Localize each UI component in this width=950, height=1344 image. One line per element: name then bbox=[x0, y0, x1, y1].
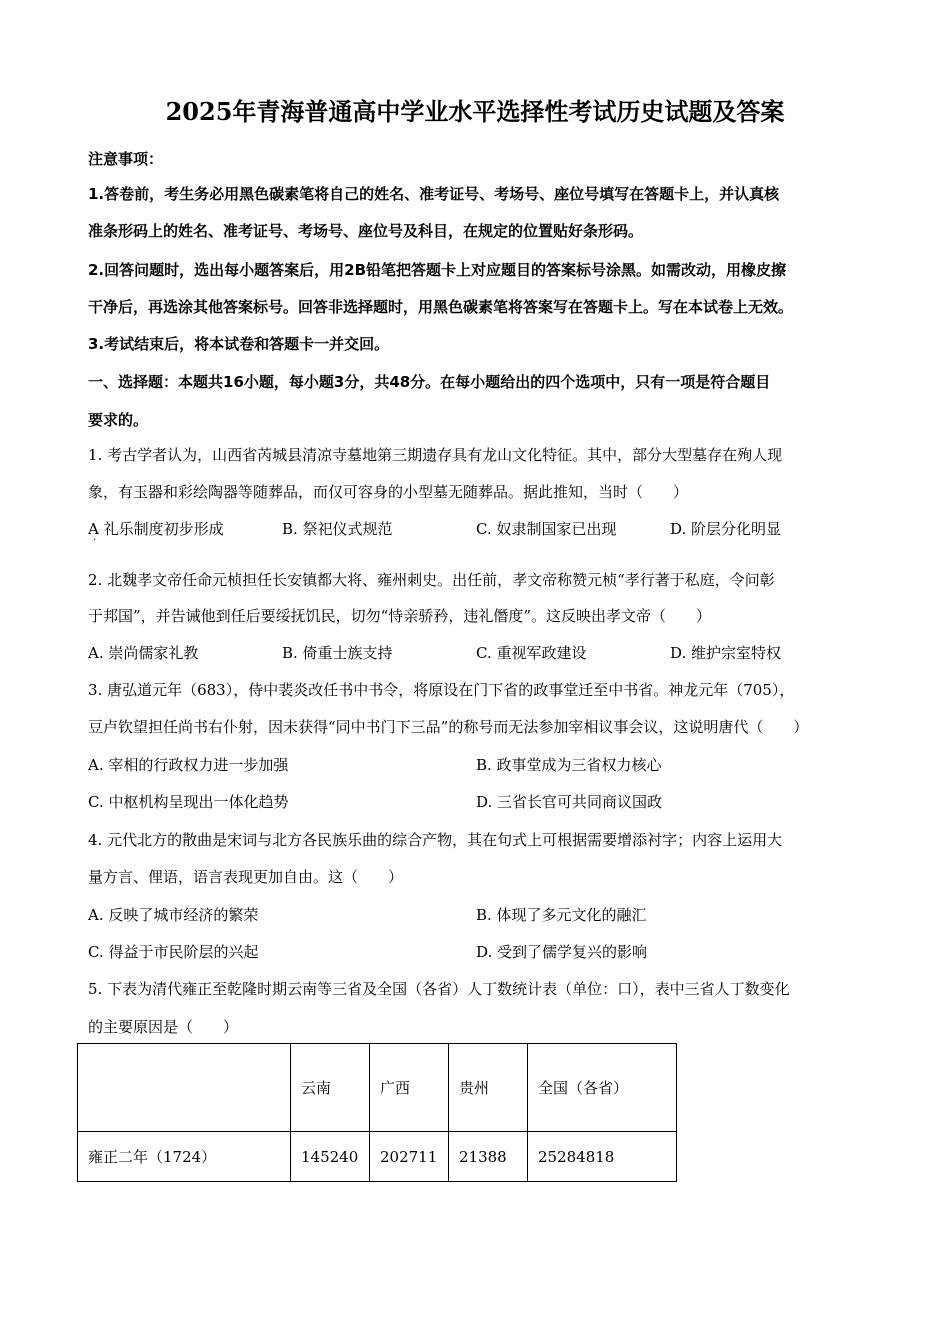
option-b: B. 体现了多元文化的融汇 bbox=[476, 906, 647, 924]
option-c: C. 得益于市民阶层的兴起 bbox=[88, 943, 259, 961]
table-header-cell: 全国（各省） bbox=[528, 1044, 677, 1132]
notice-heading: 注意事项： bbox=[88, 150, 164, 168]
question-text: 豆卢钦望担任尚书右仆射，因未获得“同中书门下三品”的称号而无法参加宰相议事会议，这说明唐代（ ） bbox=[88, 718, 809, 736]
table-cell: 202711 bbox=[370, 1132, 449, 1182]
table-header-cell bbox=[78, 1044, 291, 1132]
question-text: 1. 考古学者认为，山西省芮城县清凉寺墓地第三期遗存具有龙山文化特征。其中，部分大型墓存在殉人现 bbox=[88, 446, 783, 464]
option-c: C. 奴隶制国家已出现 bbox=[476, 520, 617, 538]
question-text: 量方言、俚语，语言表现更加自由。这（ ） bbox=[88, 868, 404, 886]
notice-line: 干净后，再选涂其他答案标号。回答非选择题时，用黑色碳素笔将答案写在答题卡上。写在本试卷上无效。 bbox=[88, 298, 794, 316]
table-header-cell: 云南 bbox=[291, 1044, 370, 1132]
question-text: 3. 唐弘道元年（683），侍中裴炎改任书中书令，将原设在门下省的政事堂迁至中书省。神龙元年（705）， bbox=[88, 681, 795, 699]
option-a: A. 宰相的行政权力进一步加强 bbox=[88, 756, 289, 774]
notice-line: 准条形码上的姓名、准考证号、考场号、座位号及科目，在规定的位置贴好条形码。 bbox=[88, 222, 644, 240]
notice-line: 2.回答问题时，选出每小题答案后，用2B铅笔把答题卡上对应题目的答案标号涂黑。如需改动，用橡皮擦 bbox=[88, 261, 787, 279]
option-a: A. 崇尚儒家礼教 bbox=[88, 644, 199, 662]
notice-line: 3.考试结束后，将本试卷和答题卡一并交回。 bbox=[88, 335, 390, 353]
population-table bbox=[77, 1043, 677, 1182]
question-text: 5. 下表为清代雍正至乾隆时期云南等三省及全国（各省）人丁数统计表（单位：口），表中三省人丁数变化 bbox=[88, 980, 790, 998]
option-b: B. 政事堂成为三省权力核心 bbox=[476, 756, 662, 774]
page-title: 2025年青海普通高中学业水平选择性考试历史试题及答案 bbox=[165, 97, 785, 126]
stray-dot: · bbox=[93, 535, 97, 546]
option-b: B. 祭祀仪式规范 bbox=[282, 520, 393, 538]
question-text: 4. 元代北方的散曲是宋词与北方各民族乐曲的综合产物，其在句式上可根据需要增添衬字；内容上运用大 bbox=[88, 831, 783, 849]
table-cell: 145240 bbox=[291, 1132, 370, 1182]
option-d: D. 受到了儒学复兴的影响 bbox=[476, 943, 648, 961]
option-d: D. 阶层分化明显 bbox=[670, 520, 782, 538]
table-cell: 21388 bbox=[449, 1132, 528, 1182]
section-heading: 一、选择题：本题共16小题，每小题3分，共48分。在每小题给出的四个选项中，只有一项是符合题目 bbox=[88, 373, 771, 391]
table-row bbox=[78, 1132, 677, 1182]
question-text: 2. 北魏孝文帝任命元桢担任长安镇都大将、雍州刺史。出任前，孝文帝称赞元桢“孝行著于私庭，令问彰 bbox=[88, 571, 775, 589]
option-a: A 礼乐制度初步形成 bbox=[88, 520, 224, 538]
table-header-row bbox=[78, 1044, 677, 1132]
option-d: D. 三省长官可共同商议国政 bbox=[476, 793, 663, 811]
option-a: A. 反映了城市经济的繁荣 bbox=[88, 906, 259, 924]
question-text: 的主要原因是（ ） bbox=[88, 1018, 239, 1036]
table-cell: 25284818 bbox=[528, 1132, 677, 1182]
question-text: 于邦国”，并告诫他到任后要绥抚饥民，切勿“恃亲骄矜，违礼僭度”。这反映出孝文帝（ ） bbox=[88, 607, 712, 625]
option-d: D. 维护宗室特权 bbox=[670, 644, 782, 662]
option-c: C. 重视军政建设 bbox=[476, 644, 587, 662]
question-text: 象，有玉器和彩绘陶器等随葬品，而仅可容身的小型墓无随葬品。据此推知，当时（ ） bbox=[88, 483, 689, 501]
table-header-cell: 贵州 bbox=[449, 1044, 528, 1132]
table-cell: 雍正二年（1724） bbox=[78, 1132, 291, 1182]
option-b: B. 倚重士族支持 bbox=[282, 644, 393, 662]
option-c: C. 中枢机构呈现出一体化趋势 bbox=[88, 793, 289, 811]
section-heading: 要求的。 bbox=[88, 411, 149, 429]
notice-line: 1.答卷前，考生务必用黑色碳素笔将自己的姓名、准考证号、考场号、座位号填写在答题卡上，并认真核 bbox=[88, 185, 780, 203]
table-header-cell: 广西 bbox=[370, 1044, 449, 1132]
